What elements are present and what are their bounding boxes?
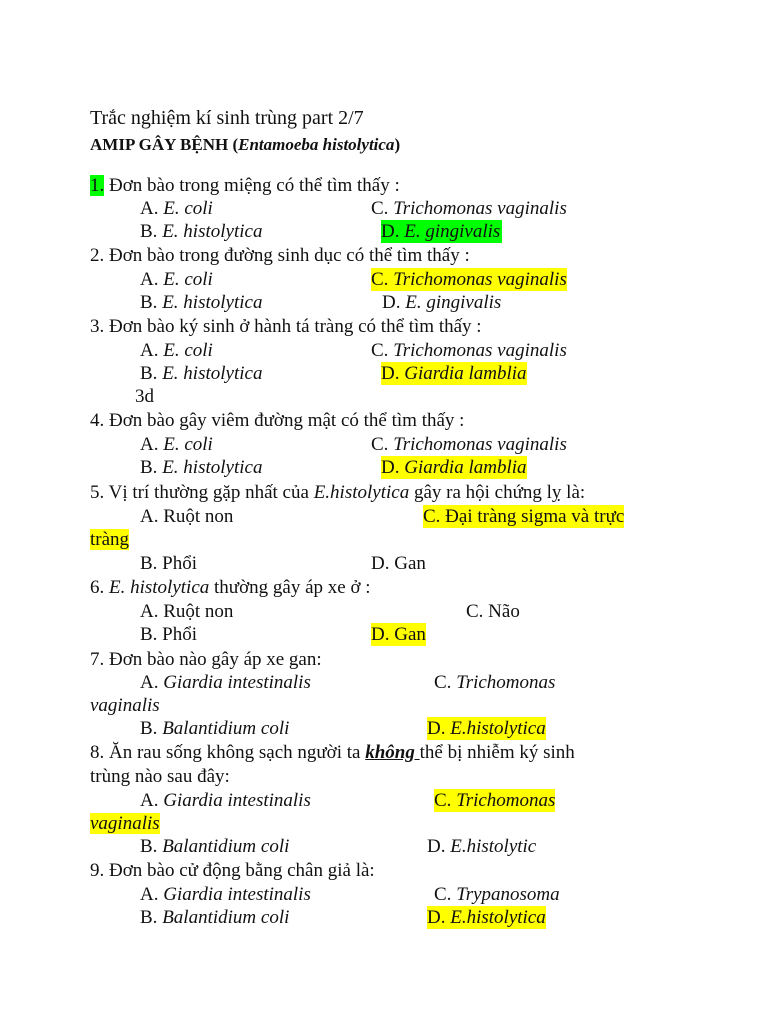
q1-option-c <box>371 197 567 220</box>
q8-option-c-text: Trichomonas <box>456 790 556 811</box>
question-8-emphasis: không <box>365 742 420 763</box>
q4-option-b-text: E. histolytica <box>162 457 263 478</box>
q4-option-c-prefix: C. <box>371 434 394 455</box>
q2-option-d <box>382 291 501 314</box>
q5-option-c-answer: C. Đại tràng sigma và trực <box>423 506 625 527</box>
question-8 <box>90 741 575 764</box>
document-title: Trắc nghiệm kí sinh trùng part 2/7 <box>90 107 364 129</box>
question-8-text-post: thể bị nhiễm ký sinh <box>419 742 575 763</box>
q9-option-a-text: Giardia intestinalis <box>163 884 311 905</box>
question-6 <box>90 576 371 599</box>
q3-option-c-prefix: C. <box>371 340 394 361</box>
q4-option-d-answer <box>381 456 527 479</box>
q5-option-c-continued <box>90 528 129 551</box>
q2-option-a-text: E. coli <box>163 269 213 290</box>
q6-option-d-answer: D. Gan <box>371 624 426 645</box>
q9-option-a <box>140 883 311 906</box>
q2-option-a <box>140 268 213 291</box>
q3-option-d-text: Giardia lamblia <box>404 363 527 384</box>
q6-option-b: B. Phổi <box>140 624 198 645</box>
q8-option-d-prefix: D. <box>427 836 451 857</box>
q9-option-c-text: Trypanosoma <box>456 884 560 905</box>
q9-option-c-prefix: C. <box>434 884 457 905</box>
question-4: 4. Đơn bào gây viêm đường mật có thể tìm thấy : <box>90 410 465 431</box>
question-5-text-pre: 5. Vị trí thường gặp nhất của <box>90 482 314 503</box>
question-6-text: thường gây áp xe ở : <box>209 577 371 598</box>
q1-option-a-prefix: A. <box>140 198 164 219</box>
section-heading-prefix: AMIP GÂY BỆNH ( <box>90 135 239 154</box>
q2-option-d-prefix: D. <box>382 292 406 313</box>
q2-option-b <box>140 291 262 314</box>
q8-option-a-text: Giardia intestinalis <box>163 790 311 811</box>
q8-option-b <box>140 835 289 858</box>
q3-option-c <box>371 339 567 362</box>
q2-option-c-text: Trichomonas vaginalis <box>393 269 567 290</box>
q1-option-d-text: E. gingivalis <box>404 221 501 242</box>
q8-option-b-prefix: B. <box>140 836 163 857</box>
q2-option-b-prefix: B. <box>140 292 163 313</box>
q4-option-b <box>140 456 262 479</box>
q4-option-a-prefix: A. <box>140 434 164 455</box>
q3-option-a-text: E. coli <box>163 340 213 361</box>
question-8-text-pre: 8. Ăn rau sống không sạch người ta <box>90 742 366 763</box>
q5-option-d: D. Gan <box>371 553 426 574</box>
q3-option-a-prefix: A. <box>140 340 164 361</box>
q3-option-b-prefix: B. <box>140 363 163 384</box>
q1-option-c-text: Trichomonas vaginalis <box>393 198 567 219</box>
q1-option-b-text: E. histolytica <box>162 221 263 242</box>
section-heading <box>90 133 400 156</box>
q4-option-a-text: E. coli <box>163 434 213 455</box>
q5-option-c-continuation-text: tràng <box>90 529 130 550</box>
q7-option-a <box>140 671 311 694</box>
question-1-number: 1. <box>90 175 105 196</box>
q2-option-b-text: E. histolytica <box>162 292 263 313</box>
question-1 <box>90 174 400 197</box>
q9-option-d-text: E.histolytica <box>450 907 546 928</box>
question-3-note: 3d <box>135 386 154 407</box>
q3-option-c-text: Trichomonas vaginalis <box>393 340 567 361</box>
q9-option-b-prefix: B. <box>140 907 163 928</box>
q7-option-d-prefix: D. <box>427 718 451 739</box>
q8-option-c-prefix: C. <box>434 790 457 811</box>
q7-option-b-text: Balantidium coli <box>162 718 290 739</box>
question-1-text: Đơn bào trong miệng có thể tìm thấy : <box>104 175 400 196</box>
question-5-species: E.histolytica <box>313 482 410 503</box>
q7-option-d-text: E.histolytica <box>450 718 546 739</box>
q1-option-d-prefix: D. <box>381 221 405 242</box>
q8-option-c-continuation-text: vaginalis <box>90 813 160 834</box>
q4-option-c-text: Trichomonas vaginalis <box>393 434 567 455</box>
question-6-species: E. histolytica <box>109 577 210 598</box>
q7-option-c-continued: vaginalis <box>90 695 160 716</box>
q2-option-d-text: E. gingivalis <box>405 292 502 313</box>
question-8-line-2: trùng nào sau đây: <box>90 766 230 787</box>
q8-option-b-text: Balantidium coli <box>162 836 290 857</box>
q4-option-d-prefix: D. <box>381 457 405 478</box>
q9-option-b <box>140 906 289 929</box>
q7-option-d-answer <box>427 717 546 740</box>
q5-option-a: A. Ruột non <box>140 506 234 527</box>
question-2: 2. Đơn bào trong đường sinh dục có thể tìm thấy : <box>90 245 470 266</box>
q8-option-d <box>427 835 536 858</box>
q3-option-d-answer <box>381 362 527 385</box>
q7-option-a-text: Giardia intestinalis <box>163 672 311 693</box>
q1-option-a-text: E. coli <box>163 198 213 219</box>
q1-option-c-prefix: C. <box>371 198 394 219</box>
question-9: 9. Đơn bào cử động bằng chân giả là: <box>90 860 375 881</box>
q8-option-c-answer <box>434 789 555 812</box>
q7-option-c <box>434 671 555 694</box>
q7-option-a-prefix: A. <box>140 672 164 693</box>
question-7: 7. Đơn bào nào gây áp xe gan: <box>90 649 322 670</box>
q6-option-a: A. Ruột non <box>140 601 234 622</box>
q9-option-d-answer <box>427 906 546 929</box>
q7-option-c-prefix: C. <box>434 672 457 693</box>
q4-option-d-text: Giardia lamblia <box>404 457 527 478</box>
q9-option-b-text: Balantidium coli <box>162 907 290 928</box>
q1-option-a <box>140 197 213 220</box>
question-5 <box>90 481 585 504</box>
section-heading-species: Entamoeba histolytica <box>238 135 395 154</box>
q8-option-d-text: E.histolytic <box>450 836 537 857</box>
q8-option-a <box>140 789 311 812</box>
q3-option-b-text: E. histolytica <box>162 363 263 384</box>
q2-option-c-prefix: C. <box>371 269 394 290</box>
q9-option-a-prefix: A. <box>140 884 164 905</box>
q3-option-d-prefix: D. <box>381 363 405 384</box>
q1-option-b-prefix: B. <box>140 221 163 242</box>
q8-option-c-continued <box>90 812 160 835</box>
q3-option-a <box>140 339 213 362</box>
q7-option-c-text: Trichomonas <box>456 672 556 693</box>
q1-option-b <box>140 220 262 243</box>
question-6-number: 6. <box>90 577 109 598</box>
q4-option-c <box>371 433 567 456</box>
q9-option-d-prefix: D. <box>427 907 451 928</box>
q6-option-c: C. Não <box>466 601 520 622</box>
question-3: 3. Đơn bào ký sinh ở hành tá tràng có thể tìm thấy : <box>90 316 482 337</box>
q9-option-c <box>434 883 560 906</box>
q5-option-b: B. Phổi <box>140 553 198 574</box>
q2-option-a-prefix: A. <box>140 269 164 290</box>
q7-option-b <box>140 717 289 740</box>
q1-option-d-answer <box>381 220 502 243</box>
q4-option-b-prefix: B. <box>140 457 163 478</box>
q7-option-b-prefix: B. <box>140 718 163 739</box>
question-5-text-post: gây ra hội chứng lỵ là: <box>409 482 586 503</box>
q8-option-a-prefix: A. <box>140 790 164 811</box>
section-heading-suffix: ) <box>394 135 401 154</box>
q3-option-b <box>140 362 262 385</box>
q4-option-a <box>140 433 213 456</box>
q2-option-c-answer <box>371 268 567 291</box>
